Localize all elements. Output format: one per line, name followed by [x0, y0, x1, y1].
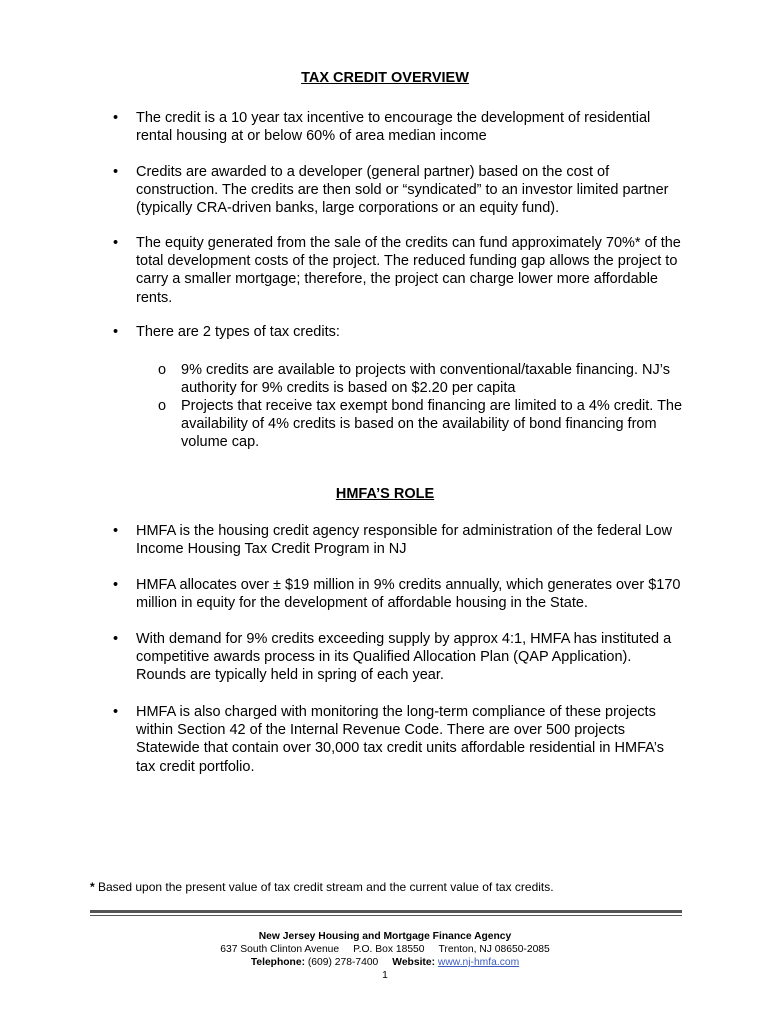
bullet-text: HMFA allocates over ± $19 million in 9% credits annually, which generates over $170 million in equity for the development of affordable housing in the State. [136, 577, 681, 612]
telephone-label: Telephone: [250, 957, 305, 968]
overview-sub-bullet-2 [158, 397, 683, 452]
footnote [90, 880, 554, 894]
bullet-text: The credit is a 10 year tax incentive to encourage the development of residential rental housing at or below 60% of area median income [136, 110, 651, 145]
role-bullet-1 [113, 522, 683, 558]
role-bullet-2 [113, 576, 683, 612]
bullet-icon: • [113, 631, 119, 647]
footer-divider [90, 910, 682, 913]
bullet-icon: • [113, 235, 119, 251]
role-bullet-4 [113, 703, 683, 776]
bullet-text: HMFA is also charged with monitoring the long-term compliance of these projects within Section 42 of the Internal Revenue Code. There are over 500 projects Statewide that contain over 30,000 tax credit units affordable residential in HMFA’s tax credit portfolio. [136, 704, 664, 775]
bullet-text: With demand for 9% credits exceeding supply by approx 4:1, HMFA has instituted a competitive awards process in its Qualified Allocation Plan (QAP Application). Rounds are typically held in spring of each year. [136, 631, 672, 684]
footnote-mark: * [90, 880, 95, 894]
bullet-icon: • [113, 704, 119, 720]
sub-bullet-text: Projects that receive tax exempt bond financing are limited to a 4% credit. The availability of 4% credits is based on the availability of bond financing from volume cap. [181, 398, 683, 451]
agency-name: New Jersey Housing and Mortgage Finance Agency [258, 931, 512, 942]
footer-address-line [0, 943, 770, 956]
role-title: HMFA’S ROLE [335, 486, 435, 502]
website-link[interactable]: www.nj-hmfa.com [437, 957, 520, 968]
sub-bullet-icon: o [158, 398, 167, 414]
bullet-icon: • [113, 523, 119, 539]
footer-agency [0, 930, 770, 943]
bullet-icon: • [113, 110, 119, 126]
sub-bullet-icon: o [158, 362, 167, 378]
po-box: P.O. Box 18550 [353, 944, 425, 955]
role-bullet-3 [113, 630, 683, 685]
city-zip: Trenton, NJ 08650-2085 [438, 944, 550, 955]
bullet-text: The equity generated from the sale of the credits can fund approximately 70%* of the total development costs of the project. The reduced funding gap allows the project to carry a smaller mortgage; therefore, the project can charge lower more affordable rents. [136, 235, 681, 306]
page-number: 1 [382, 970, 388, 981]
sub-bullet-text: 9% credits are available to projects with conventional/taxable financing. NJ’s authority for 9% credits is based on $2.20 per capita [181, 362, 670, 397]
bullet-icon: • [113, 324, 119, 340]
bullet-text: There are 2 types of tax credits: [136, 324, 340, 340]
overview-sub-bullet-1 [158, 361, 683, 397]
footnote-text: Based upon the present value of tax credit stream and the current value of tax credits. [94, 880, 554, 894]
website-label: Website: [392, 957, 436, 968]
footer-contact-line [0, 956, 770, 969]
overview-bullet-2 [113, 163, 683, 218]
telephone-number: (609) 278-7400 [307, 957, 379, 968]
overview-bullet-3 [113, 234, 683, 307]
overview-bullet-1 [113, 109, 683, 145]
bullet-text: HMFA is the housing credit agency responsible for administration of the federal Low Income Housing Tax Credit Program in NJ [136, 523, 672, 558]
bullet-text: Credits are awarded to a developer (general partner) based on the cost of construction. The credits are then sold or “syndicated” to an investor limited partner (typically CRA-driven banks, large corporations or an equity fund). [136, 164, 669, 217]
footer-divider-thin [90, 915, 682, 916]
street-address: 637 South Clinton Avenue [220, 944, 340, 955]
overview-title: TAX CREDIT OVERVIEW [301, 70, 469, 86]
overview-bullet-4 [113, 323, 683, 341]
bullet-icon: • [113, 577, 119, 593]
bullet-icon: • [113, 164, 119, 180]
